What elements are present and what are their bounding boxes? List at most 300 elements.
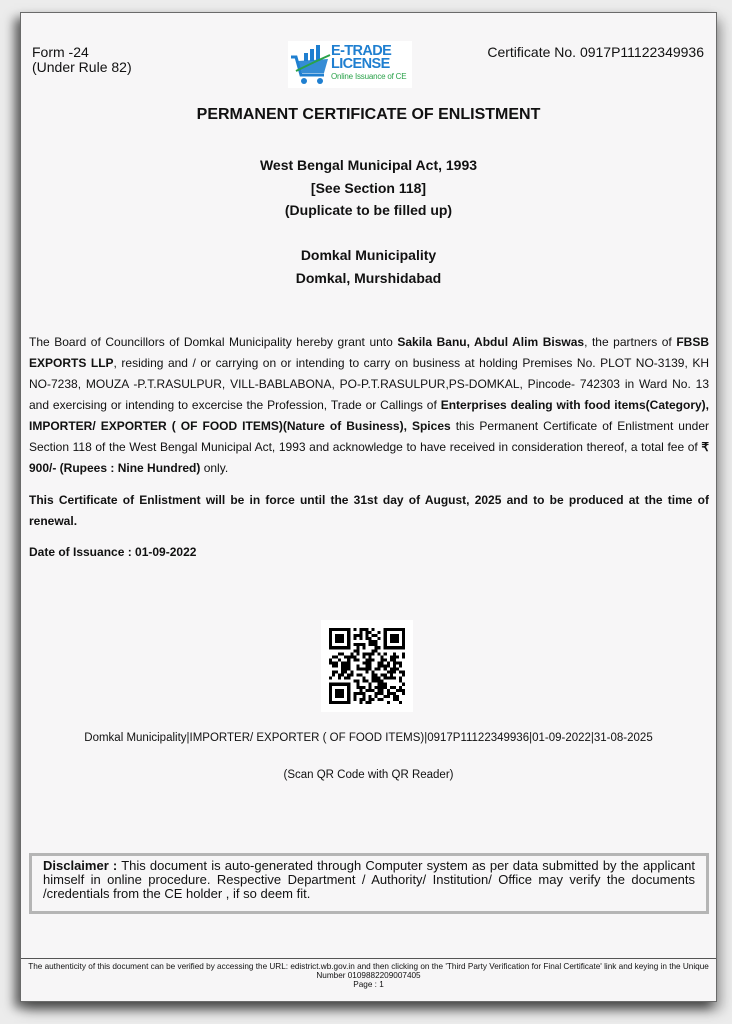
act-note: (Duplicate to be filled up) [284,202,453,218]
qr-module [356,683,359,686]
qr-module [393,677,396,680]
qr-module [402,689,405,692]
business-nature: Enterprises dealing with food items(Category), IMPORTER/ EXPORTER ( OF FOOD ITEMS)(Nature of Business), Spices [29,398,709,433]
qr-module [378,689,381,692]
qr-module [344,677,347,680]
qr-module [347,655,350,658]
qr-module [396,689,399,692]
qr-module [365,689,368,692]
qr-module [402,671,405,674]
qr-module [338,692,341,695]
qr-module [347,640,350,643]
qr-module [341,646,344,649]
qr-module [350,674,353,677]
qr-module [350,671,353,674]
qr-module [338,677,341,680]
qr-module [359,674,362,677]
qr-module [393,646,396,649]
verification-note: The authenticity of this document can be verified by accessing the URL: edistrict.wb.gov.in and then clicking on the 'Third Party Verification for Final Certificate' link and keying in the Unique Number 0109882209007405 [28,962,709,980]
qr-module [347,701,350,704]
qr-module [387,646,390,649]
qr-module [329,661,332,664]
issuance-date: Date of Issuance : 01-09-2022 [29,545,197,559]
qr-module [384,664,387,667]
qr-module [359,686,362,689]
etrade-license-logo [288,41,412,88]
qr-module [369,637,372,640]
qr-module [329,634,332,637]
qr-module [381,680,384,683]
qr-module [384,634,387,637]
qr-module [381,698,384,701]
qr-module [369,683,372,686]
qr-module [399,646,402,649]
qr-module [329,640,332,643]
qr-module [341,640,344,643]
qr-module [362,692,365,695]
qr-module [393,634,396,637]
municipality-location: Domkal, Murshidabad [295,269,442,286]
qr-module [390,637,393,640]
qr-module [332,655,335,658]
qr-module [372,680,375,683]
qr-module [393,671,396,674]
qr-module [390,671,393,674]
qr-module [341,664,344,667]
qr-module [384,640,387,643]
qr-module [378,677,381,680]
qr-module [344,655,347,658]
grant-text: only. [200,461,229,475]
qr-module [365,658,368,661]
qr-module [378,646,381,649]
qr-module [329,677,332,680]
qr-module [378,698,381,701]
qr-module [381,686,384,689]
qr-module [402,692,405,695]
grant-text: The Board of Councillors of Domkal Municipality hereby grant unto [29,335,398,349]
qr-module [387,695,390,698]
qr-module [353,628,356,631]
qr-module [378,661,381,664]
qr-module [365,631,368,634]
qr-module [396,655,399,658]
qr-module [393,652,396,655]
qr-module [384,652,387,655]
qr-module [344,661,347,664]
logo-tagline: Online Issuance of CE [331,72,407,81]
qr-module [384,683,387,686]
qr-module [332,701,335,704]
qr-module [353,643,356,646]
qr-module [356,686,359,689]
qr-module [372,649,375,652]
qr-module [329,628,332,631]
qr-module [335,689,338,692]
form-number-label: Form -24 [32,44,89,60]
qr-module [338,640,341,643]
qr-module [390,640,393,643]
qr-module [384,631,387,634]
municipality-name: Domkal Municipality [300,247,437,263]
qr-module [362,698,365,701]
qr-module [378,680,381,683]
qr-module [378,631,381,634]
qr-module [365,701,368,704]
qr-module [350,655,353,658]
qr-module [378,683,381,686]
qr-module [390,658,393,661]
qr-module [396,628,399,631]
qr-module [353,634,356,637]
firm-name: FBSB EXPORTS LLP [29,335,709,370]
qr-module [362,661,365,664]
qr-module [329,686,332,689]
qr-module [396,668,399,671]
qr-module [372,658,375,661]
qr-module [372,628,375,631]
qr-module [402,637,405,640]
qr-module [369,655,372,658]
qr-module [402,683,405,686]
qr-module [375,649,378,652]
qr-module [341,634,344,637]
qr-module [329,692,332,695]
qr-module [369,701,372,704]
qr-module [347,695,350,698]
qr-module [399,677,402,680]
qr-module [399,701,402,704]
grant-text: , the partners of [584,335,677,349]
qr-module [341,701,344,704]
qr-module [365,634,368,637]
qr-module [344,664,347,667]
qr-module [335,695,338,698]
qr-module [375,677,378,680]
qr-module [369,652,372,655]
qr-module [335,634,338,637]
qr-module [359,668,362,671]
qr-module [347,658,350,661]
qr-module [372,677,375,680]
qr-module [390,674,393,677]
qr-module [393,628,396,631]
qr-code [321,620,413,712]
qr-module [384,646,387,649]
qr-encoded-text: Domkal Municipality|IMPORTER/ EXPORTER ( OF FOOD ITEMS)|0917P11122349936|01-09-2022|31-08-2025 [84,732,653,744]
qr-module [369,643,372,646]
qr-module [390,646,393,649]
qr-module [384,668,387,671]
qr-module [375,686,378,689]
qr-module [338,683,341,686]
qr-module [372,671,375,674]
qr-module [375,640,378,643]
qr-module [384,628,387,631]
qr-module [332,683,335,686]
qr-module [332,646,335,649]
qr-module [356,652,359,655]
qr-module [341,683,344,686]
footer-divider [21,958,716,959]
qr-module [335,628,338,631]
certificate-number: Certificate No. 0917P11122349936 [487,44,704,60]
qr-module [338,674,341,677]
qr-module [356,649,359,652]
qr-module [369,689,372,692]
qr-module [375,695,378,698]
qr-module [353,649,356,652]
qr-module [359,701,362,704]
qr-module [393,692,396,695]
qr-module [393,695,396,698]
qr-module [402,674,405,677]
qr-module [390,677,393,680]
qr-module [359,628,362,631]
act-name: West Bengal Municipal Act, 1993 [259,157,478,173]
qr-module [387,689,390,692]
qr-module [338,701,341,704]
qr-module [384,637,387,640]
qr-module [356,680,359,683]
qr-module [359,692,362,695]
qr-module [375,643,378,646]
qr-module [372,674,375,677]
partner-names: Sakila Banu, Abdul Alim Biswas [397,335,585,349]
qr-module [402,646,405,649]
qr-module [338,634,341,637]
qr-module [396,646,399,649]
qr-module [365,680,368,683]
qr-module [341,674,344,677]
qr-module [338,689,341,692]
qr-module [393,661,396,664]
grant-paragraph [29,332,709,479]
qr-module [344,671,347,674]
qr-module [362,677,365,680]
qr-module [372,643,375,646]
qr-module [369,640,372,643]
qr-module [335,671,338,674]
qr-module [329,689,332,692]
qr-module [341,692,344,695]
qr-module [365,668,368,671]
qr-module [393,640,396,643]
qr-module [378,668,381,671]
scan-hint: (Scan QR Code with QR Reader) [283,769,454,781]
qr-module [375,634,378,637]
qr-module [335,692,338,695]
qr-module [381,658,384,661]
qr-module [335,637,338,640]
qr-module [347,631,350,634]
qr-module [347,674,350,677]
qr-module [356,643,359,646]
act-reference [21,154,716,222]
qr-module [381,683,384,686]
qr-module [347,661,350,664]
qr-module [369,658,372,661]
qr-module [390,655,393,658]
qr-module [353,692,356,695]
qr-module [393,686,396,689]
qr-module [387,701,390,704]
qr-module [347,683,350,686]
footer [25,962,712,989]
qr-module [365,664,368,667]
cart-chart-icon [290,43,332,87]
qr-module [393,658,396,661]
qr-module [338,695,341,698]
qr-module [332,674,335,677]
qr-module [381,664,384,667]
qr-module [329,637,332,640]
qr-module [387,671,390,674]
logo-line2: LICENSE [331,56,390,72]
qr-module [362,652,365,655]
qr-module [378,692,381,695]
qr-module [369,686,372,689]
qr-module [369,661,372,664]
qr-module [402,631,405,634]
qr-module [350,652,353,655]
qr-module [329,695,332,698]
municipality-block [21,244,716,289]
qr-module [356,668,359,671]
grant-text: this Permanent Certificate of Enlistment under Section 118 of the West Bengal Municipal Act, 1993 and acknowledge to have received in consideration thereof, a total fee of [29,419,709,454]
qr-module [365,628,368,631]
qr-module [399,671,402,674]
qr-module [362,695,365,698]
qr-module [378,652,381,655]
qr-module [393,698,396,701]
qr-module [381,689,384,692]
page-number: Page : 1 [353,980,384,989]
qr-module [399,680,402,683]
qr-module [369,698,372,701]
qr-module [384,643,387,646]
qr-module [393,664,396,667]
qr-module [402,634,405,637]
qr-module [372,698,375,701]
qr-module [381,692,384,695]
qr-module [335,661,338,664]
qr-module [390,628,393,631]
disclaimer-box [29,853,709,914]
qr-module [341,661,344,664]
qr-module [329,701,332,704]
form-number [32,45,132,75]
qr-module [338,628,341,631]
rule-label: (Under Rule 82) [32,59,132,75]
qr-module [347,637,350,640]
qr-module [359,637,362,640]
qr-module [369,668,372,671]
qr-module [359,634,362,637]
qr-module [341,671,344,674]
qr-module [365,652,368,655]
qr-module [362,646,365,649]
qr-module [390,668,393,671]
qr-module [369,695,372,698]
qr-module [356,674,359,677]
qr-module [365,661,368,664]
qr-module [390,686,393,689]
qr-module [396,695,399,698]
grant-text: , residing and / or carrying on or intending to carry on business at holding Premises No. PLOT NO-3139, KH NO-7238, MOUZA -P.T.RASULPUR, VILL-BABLABONA, PO-P.T.RASULPUR,PS-DOMKAL, Pincode- 742303 in Ward No. 13 and exercising or intending to excercise the Profession, Trade or Callings of [29,356,710,412]
qr-module [372,689,375,692]
qr-module [335,646,338,649]
qr-module [359,698,362,701]
certificate-page [20,12,717,1002]
qr-module [359,643,362,646]
qr-module [338,652,341,655]
qr-module [375,680,378,683]
qr-module [329,698,332,701]
qr-module [344,683,347,686]
qr-module [341,628,344,631]
qr-module [347,698,350,701]
qr-module [362,643,365,646]
qr-module [356,664,359,667]
qr-module [329,631,332,634]
qr-module [402,655,405,658]
qr-module [347,628,350,631]
qr-module [329,646,332,649]
qr-module [375,646,378,649]
qr-module [347,646,350,649]
qr-module [332,671,335,674]
qr-module [335,683,338,686]
qr-module [359,631,362,634]
qr-module [353,655,356,658]
qr-module [387,692,390,695]
qr-module [387,628,390,631]
qr-module [353,658,356,661]
qr-module [402,643,405,646]
qr-module [399,661,402,664]
qr-module [353,680,356,683]
qr-module [378,664,381,667]
qr-module [344,628,347,631]
qr-module [347,689,350,692]
disclaimer-label: Disclaimer : [43,858,118,873]
qr-module [399,686,402,689]
qr-module [365,671,368,674]
qr-module [347,664,350,667]
qr-module [372,634,375,637]
qr-module [393,668,396,671]
qr-module [338,658,341,661]
qr-module [393,655,396,658]
qr-module [372,640,375,643]
qr-module [341,689,344,692]
qr-module [359,689,362,692]
qr-module [375,668,378,671]
qr-module [362,668,365,671]
qr-module [375,674,378,677]
qr-module [344,668,347,671]
document-title: PERMANENT CERTIFICATE OF ENLISTMENT [196,106,541,123]
qr-module [387,677,390,680]
act-section: [See Section 118] [310,179,427,196]
logo-line1: E-TRADE [331,43,392,59]
qr-module [384,695,387,698]
qr-module [378,637,381,640]
qr-module [329,643,332,646]
fee-amount: ₹ 900/- (Rupees : Nine Hundred) [29,440,709,475]
qr-module [372,652,375,655]
